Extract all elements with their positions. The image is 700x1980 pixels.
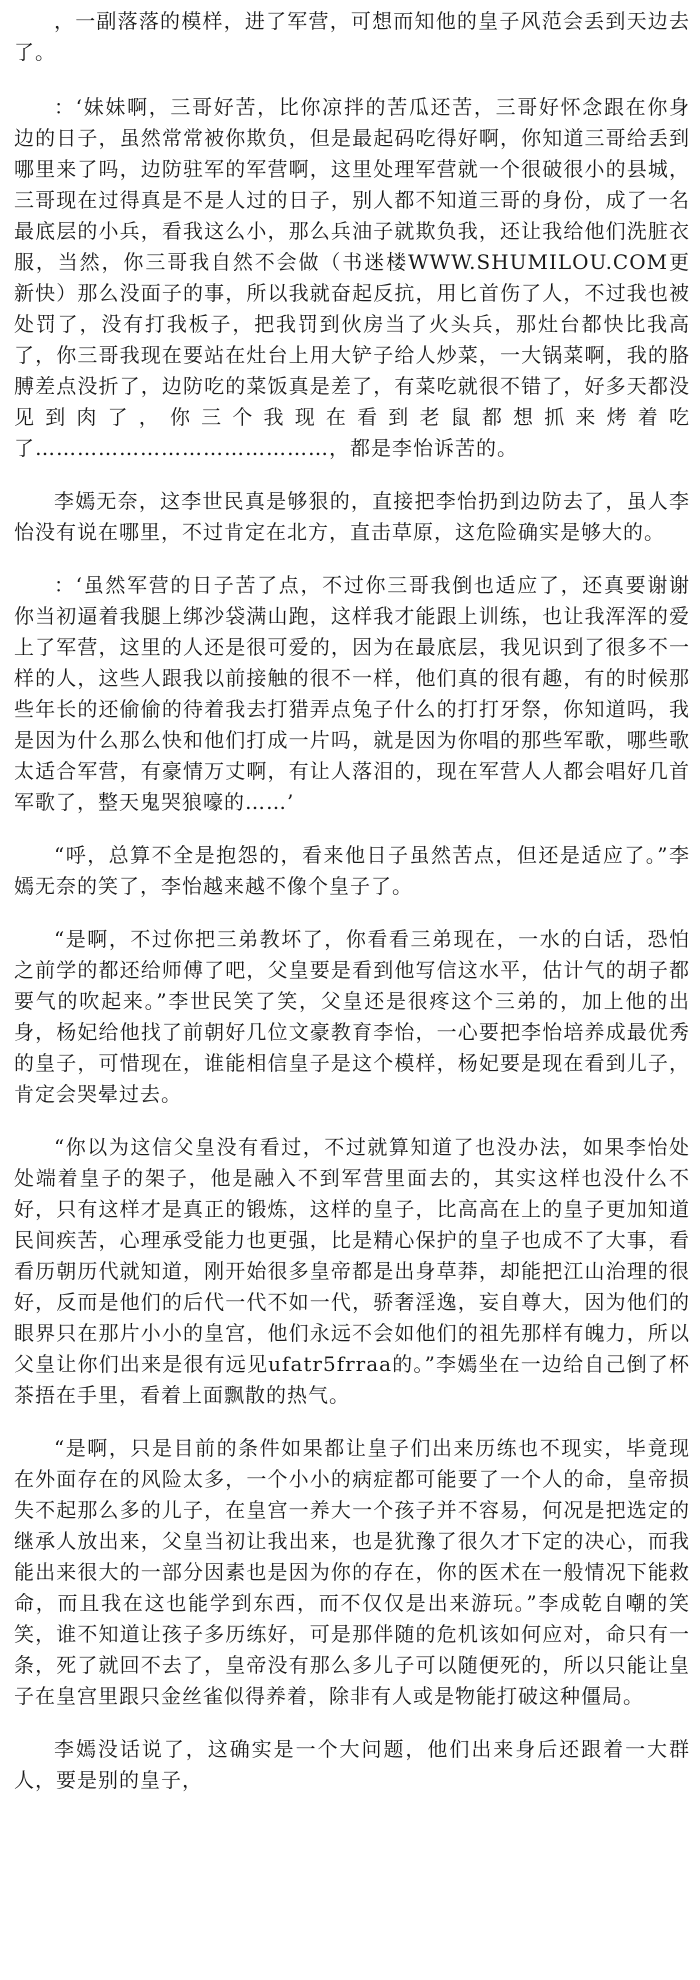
paragraph-3: 李嫣无奈，这李世民真是够狠的，直接把李怡扔到边防去了，虽人李怡没有说在哪里，不过肯定在北方，直击草原，这危险确实是够大的。 [14, 489, 690, 544]
paragraph-5: “呼，总算不全是抱怨的，看来他日子虽然苦点，但还是适应了。”李嫣无奈的笑了，李怡越来越不像个皇子了。 [14, 843, 690, 898]
paragraph-7: “你以为这信父皇没有看过，不过就算知道了也没办法，如果李怡处处端着皇子的架子，他是融入不到军营里面去的，其实这样也没什么不好，只有这样才是真正的锻炼，这样的皇子，比高高在上的皇子更加知道民间疾苦，心理承受能力也更强，比是精心保护的皇子也成不了大事，看看历朝历代就知道，刚开始很多皇帝都是出身草莽，却能把江山治理的很好，反而是他们的后代一代不如一代，骄奢淫逸，妄自尊大，因为他们的眼界只在那片小小的皇宫，他们永远不会如他们的祖先那样有魄力，所以父皇让你们出来是很有远见ufatr5frraa的。”李嫣坐在一边给自己倒了杯茶捂在手里，看着上面飘散的热气。 [14, 1135, 690, 1407]
paragraph-6: “是啊，不过你把三弟教坏了，你看看三弟现在，一水的白话，恐怕之前学的都还给师傅了吧，父皇要是看到他写信这水平，估计气的胡子都要气的吹起来。”李世民笑了笑，父皇还是很疼这个三弟的，加上他的出身，杨妃给他找了前朝好几位文豪教育李怡，一心要把李怡培养成最优秀的皇子，可惜现在，谁能相信皇子是这个模样，杨妃要是现在看到儿子，肯定会哭晕过去。 [14, 927, 690, 1106]
paragraph-2: ：‘妹妹啊，三哥好苦，比你凉拌的苦瓜还苦，三哥好怀念跟在你身边的日子，虽然常常被你欺负，但是最起码吃得好啊，你知道三哥给丢到哪里来了吗，边防驻军的军营啊，这里处理军营就一个很破很小的县城，三哥现在过得真是不是人过的日子，别人都不知道三哥的身份，成了一名最底层的小兵，看我这么小，那么兵油子就欺负我，还让我给他们洗脏衣服，当然，你三哥我自然不会做（书迷楼WWW.SHUMILOU.COM更新快）那么没面子的事，所以我就奋起反抗，用匕首伤了人，不过我也被处罚了，没有打我板子，把我罚到伙房当了火头兵，那灶台都快比我高了，你三哥我现在要站在灶台上用大铲子给人炒菜，一大锅菜啊，我的胳膊差点没折了，边防吃的菜饭真是差了，有菜吃就很不错了，好多天都没见到肉了，你三个我现在看到老鼠都想抓来烤着吃了……………………………………，都是李怡诉苦的。 [14, 95, 690, 460]
paragraph-9: 李嫣没话说了，这确实是一个大问题，他们出来身后还跟着一大群人，要是别的皇子， [14, 1737, 690, 1792]
paragraph-4: ：‘虽然军营的日子苦了点，不过你三哥我倒也适应了，还真要谢谢你当初逼着我腿上绑沙袋满山跑，这样我才能跟上训练，也让我浑浑的爱上了军营，这里的人还是很可爱的，因为在最底层，我见识到了很多不一样的人，这些人跟我以前接触的很不一样，他们真的很有趣，有的时候那些年长的还偷偷的待着我去打猎弄点兔子什么的打打牙祭，你知道吗，我是因为什么那么快和他们打成一片吗，就是因为你唱的那些军歌，哪些歌太适合军营，有豪情万丈啊，有让人落泪的，现在军营人人都会唱好几首军歌了，整天鬼哭狼嚎的……’ [14, 573, 690, 814]
paragraph-8: “是啊，只是目前的条件如果都让皇子们出来历练也不现实，毕竟现在外面存在的风险太多，一个小小的病症都可能要了一个人的命，皇帝损失不起那么多的儿子，在皇宫一养大一个孩子并不容易，何况是把选定的继承人放出来，父皇当初让我出来，也是犹豫了很久才下定的决心，而我能出来很大的一部分因素也是因为你的存在，你的医术在一般情况下能救命，而且我在这也能学到东西，而不仅仅是出来游玩。”李成乾自嘲的笑笑，谁不知道让孩子多历练好，可是那伴随的危机该如何应对，命只有一条，死了就回不去了，皇帝没有那么多儿子可以随便死的，所以只能让皇子在皇宫里跟只金丝雀似得养着，除非有人或是物能打破这种僵局。 [14, 1436, 690, 1708]
paragraph-1: ，一副落落的模样，进了军营，可想而知他的皇子风范会丢到天边去了。 [14, 9, 690, 64]
